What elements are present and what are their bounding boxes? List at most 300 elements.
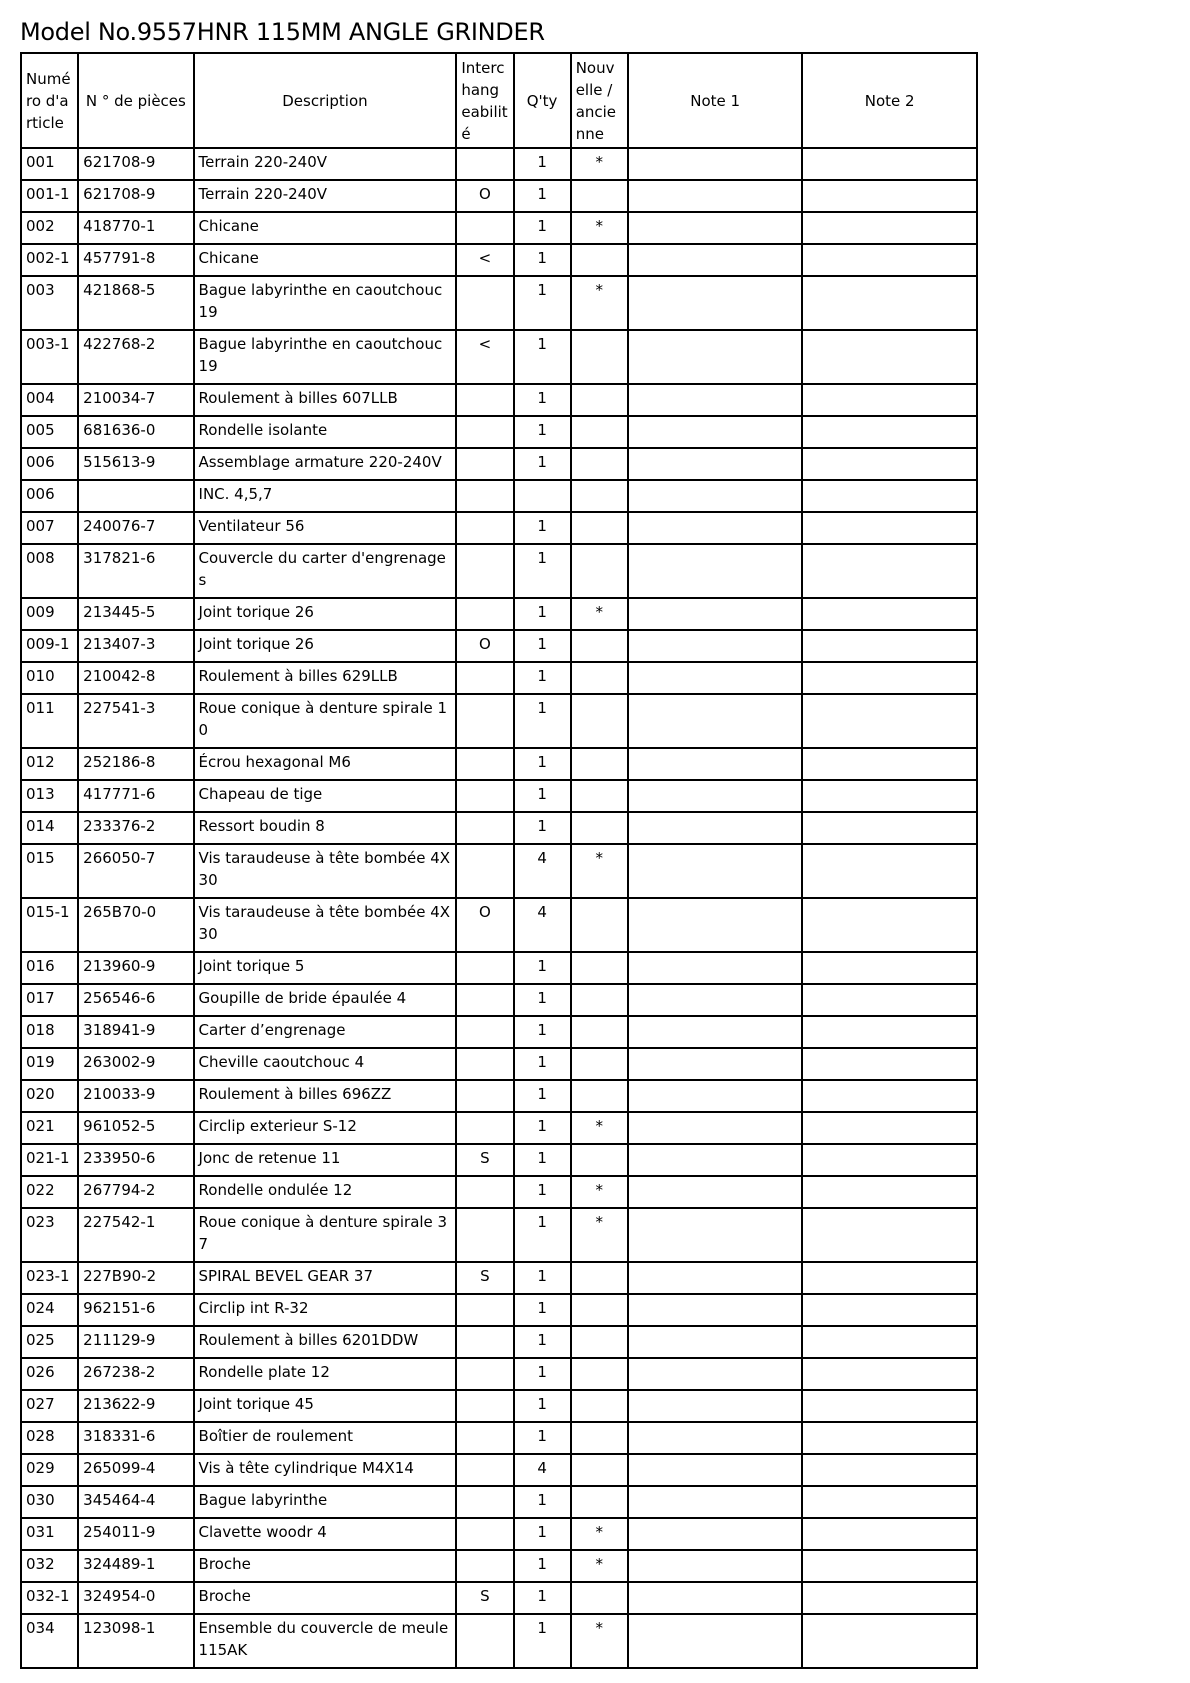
cell-description: Bague labyrinthe en caoutchouc 19 [194, 330, 457, 384]
cell-note-1 [628, 1048, 803, 1080]
cell-item-number: 032 [21, 1550, 78, 1582]
cell-interchangeability: O [456, 630, 513, 662]
cell-item-number: 029 [21, 1454, 78, 1486]
cell-new-old [571, 1080, 628, 1112]
cell-note-2 [802, 1582, 977, 1614]
cell-interchangeability [456, 780, 513, 812]
table-row [21, 694, 977, 748]
table-row [21, 544, 977, 598]
cell-item-number: 006 [21, 480, 78, 512]
table-row [21, 1486, 977, 1518]
cell-part-number: 213960-9 [78, 952, 193, 984]
cell-description: Chicane [194, 212, 457, 244]
cell-note-2 [802, 1358, 977, 1390]
header-new-old: Nouv elle / ancie nne [571, 53, 628, 148]
cell-item-number: 003-1 [21, 330, 78, 384]
cell-quantity: 1 [514, 748, 571, 780]
cell-quantity: 1 [514, 448, 571, 480]
cell-item-number: 030 [21, 1486, 78, 1518]
cell-part-number: 227B90-2 [78, 1262, 193, 1294]
cell-quantity: 1 [514, 1518, 571, 1550]
cell-quantity: 1 [514, 1582, 571, 1614]
cell-item-number: 021-1 [21, 1144, 78, 1176]
cell-note-1 [628, 544, 803, 598]
cell-description: Bague labyrinthe [194, 1486, 457, 1518]
cell-new-old: * [571, 1112, 628, 1144]
cell-note-2 [802, 1518, 977, 1550]
header-description: Description [194, 53, 457, 148]
cell-new-old [571, 630, 628, 662]
cell-new-old [571, 1144, 628, 1176]
cell-note-1 [628, 1262, 803, 1294]
cell-note-1 [628, 1326, 803, 1358]
cell-new-old [571, 1486, 628, 1518]
table-row [21, 898, 977, 952]
cell-interchangeability [456, 1358, 513, 1390]
cell-interchangeability [456, 598, 513, 630]
cell-item-number: 023 [21, 1208, 78, 1262]
cell-description: Ressort boudin 8 [194, 812, 457, 844]
cell-note-2 [802, 780, 977, 812]
cell-interchangeability [456, 212, 513, 244]
cell-note-2 [802, 480, 977, 512]
cell-item-number: 002-1 [21, 244, 78, 276]
table-row [21, 1454, 977, 1486]
cell-note-1 [628, 448, 803, 480]
table-row [21, 1016, 977, 1048]
cell-item-number: 009-1 [21, 630, 78, 662]
cell-quantity: 1 [514, 694, 571, 748]
cell-quantity: 1 [514, 1486, 571, 1518]
cell-item-number: 014 [21, 812, 78, 844]
cell-part-number: 317821-6 [78, 544, 193, 598]
cell-interchangeability [456, 952, 513, 984]
cell-note-1 [628, 1144, 803, 1176]
cell-note-2 [802, 1176, 977, 1208]
cell-interchangeability [456, 480, 513, 512]
cell-new-old [571, 180, 628, 212]
header-part-number: N ° de pièces [78, 53, 193, 148]
cell-interchangeability [456, 1326, 513, 1358]
cell-new-old [571, 812, 628, 844]
cell-quantity: 1 [514, 1390, 571, 1422]
cell-new-old [571, 1262, 628, 1294]
cell-part-number: 418770-1 [78, 212, 193, 244]
cell-note-2 [802, 898, 977, 952]
table-row [21, 1144, 977, 1176]
cell-interchangeability [456, 1016, 513, 1048]
cell-note-2 [802, 416, 977, 448]
cell-new-old [571, 984, 628, 1016]
cell-new-old [571, 416, 628, 448]
cell-note-2 [802, 1016, 977, 1048]
table-row [21, 662, 977, 694]
cell-part-number: 515613-9 [78, 448, 193, 480]
table-row [21, 1080, 977, 1112]
cell-quantity: 1 [514, 662, 571, 694]
cell-new-old [571, 1390, 628, 1422]
cell-new-old [571, 384, 628, 416]
cell-part-number: 256546-6 [78, 984, 193, 1016]
cell-item-number: 009 [21, 598, 78, 630]
cell-note-1 [628, 512, 803, 544]
table-row [21, 384, 977, 416]
table-row [21, 1390, 977, 1422]
header-item-number: Numé ro d'a rticle [21, 53, 78, 148]
cell-interchangeability [456, 1390, 513, 1422]
cell-note-2 [802, 148, 977, 180]
cell-quantity: 1 [514, 180, 571, 212]
cell-note-1 [628, 330, 803, 384]
cell-new-old: * [571, 1614, 628, 1668]
cell-quantity: 1 [514, 330, 571, 384]
cell-note-1 [628, 244, 803, 276]
table-row [21, 448, 977, 480]
cell-item-number: 005 [21, 416, 78, 448]
cell-note-1 [628, 276, 803, 330]
cell-new-old: * [571, 148, 628, 180]
cell-new-old [571, 1582, 628, 1614]
table-row [21, 1550, 977, 1582]
cell-description: Roulement à billes 629LLB [194, 662, 457, 694]
cell-note-1 [628, 1176, 803, 1208]
cell-note-1 [628, 1454, 803, 1486]
cell-interchangeability [456, 1518, 513, 1550]
cell-new-old: * [571, 1176, 628, 1208]
cell-interchangeability [456, 448, 513, 480]
table-row [21, 1112, 977, 1144]
cell-part-number: 254011-9 [78, 1518, 193, 1550]
cell-description: Couvercle du carter d'engrenage s [194, 544, 457, 598]
cell-new-old [571, 780, 628, 812]
table-row [21, 512, 977, 544]
cell-quantity: 1 [514, 512, 571, 544]
cell-item-number: 015 [21, 844, 78, 898]
cell-new-old [571, 1454, 628, 1486]
cell-note-1 [628, 748, 803, 780]
parts-table [20, 52, 978, 1669]
cell-note-1 [628, 598, 803, 630]
table-row [21, 812, 977, 844]
header-quantity: Q'ty [514, 53, 571, 148]
table-row [21, 630, 977, 662]
cell-quantity: 1 [514, 1614, 571, 1668]
cell-note-2 [802, 276, 977, 330]
cell-part-number: 961052-5 [78, 1112, 193, 1144]
cell-part-number: 210033-9 [78, 1080, 193, 1112]
cell-item-number: 027 [21, 1390, 78, 1422]
cell-part-number: 422768-2 [78, 330, 193, 384]
cell-part-number: 265099-4 [78, 1454, 193, 1486]
cell-note-1 [628, 952, 803, 984]
cell-interchangeability [456, 662, 513, 694]
header-note-1: Note 1 [628, 53, 803, 148]
cell-item-number: 032-1 [21, 1582, 78, 1614]
cell-note-2 [802, 598, 977, 630]
cell-part-number: 324489-1 [78, 1550, 193, 1582]
cell-quantity: 1 [514, 1262, 571, 1294]
cell-quantity: 1 [514, 416, 571, 448]
cell-interchangeability [456, 1048, 513, 1080]
cell-note-2 [802, 544, 977, 598]
cell-note-2 [802, 1144, 977, 1176]
cell-quantity: 1 [514, 212, 571, 244]
cell-note-1 [628, 384, 803, 416]
cell-quantity: 1 [514, 1048, 571, 1080]
cell-note-2 [802, 984, 977, 1016]
cell-part-number: 267238-2 [78, 1358, 193, 1390]
cell-note-1 [628, 1518, 803, 1550]
cell-part-number: 417771-6 [78, 780, 193, 812]
cell-note-1 [628, 1614, 803, 1668]
cell-quantity: 1 [514, 1208, 571, 1262]
cell-new-old [571, 952, 628, 984]
cell-note-1 [628, 630, 803, 662]
cell-note-1 [628, 212, 803, 244]
cell-description: Joint torique 26 [194, 598, 457, 630]
cell-part-number: 240076-7 [78, 512, 193, 544]
cell-note-2 [802, 1262, 977, 1294]
cell-item-number: 006 [21, 448, 78, 480]
cell-description: Ventilateur 56 [194, 512, 457, 544]
table-row [21, 1262, 977, 1294]
table-row [21, 1422, 977, 1454]
cell-item-number: 017 [21, 984, 78, 1016]
cell-interchangeability [456, 1080, 513, 1112]
cell-interchangeability [456, 1422, 513, 1454]
cell-note-2 [802, 1048, 977, 1080]
cell-new-old [571, 448, 628, 480]
cell-new-old [571, 480, 628, 512]
table-row [21, 148, 977, 180]
cell-note-2 [802, 1454, 977, 1486]
cell-item-number: 001-1 [21, 180, 78, 212]
cell-note-1 [628, 844, 803, 898]
cell-description: Broche [194, 1582, 457, 1614]
cell-new-old [571, 1294, 628, 1326]
cell-item-number: 012 [21, 748, 78, 780]
cell-item-number: 007 [21, 512, 78, 544]
cell-new-old: * [571, 212, 628, 244]
cell-description: Roue conique à denture spirale 1 0 [194, 694, 457, 748]
cell-new-old [571, 694, 628, 748]
cell-interchangeability [456, 694, 513, 748]
table-row [21, 984, 977, 1016]
parts-table-body [21, 148, 977, 1668]
table-row [21, 212, 977, 244]
cell-part-number: 621708-9 [78, 148, 193, 180]
cell-part-number: 324954-0 [78, 1582, 193, 1614]
cell-interchangeability [456, 984, 513, 1016]
cell-quantity [514, 480, 571, 512]
cell-quantity: 1 [514, 984, 571, 1016]
cell-note-2 [802, 748, 977, 780]
cell-new-old [571, 748, 628, 780]
cell-description: Joint torique 26 [194, 630, 457, 662]
cell-description: Assemblage armature 220-240V [194, 448, 457, 480]
cell-description: Vis taraudeuse à tête bombée 4X 30 [194, 898, 457, 952]
cell-part-number: 252186-8 [78, 748, 193, 780]
cell-interchangeability [456, 512, 513, 544]
cell-interchangeability [456, 276, 513, 330]
cell-note-2 [802, 844, 977, 898]
table-row [21, 780, 977, 812]
cell-interchangeability: < [456, 244, 513, 276]
cell-new-old: * [571, 1550, 628, 1582]
table-row [21, 1176, 977, 1208]
cell-quantity: 4 [514, 898, 571, 952]
header-interchangeability: Interc hang eabilit é [456, 53, 513, 148]
cell-interchangeability [456, 748, 513, 780]
cell-quantity: 4 [514, 844, 571, 898]
cell-interchangeability [456, 384, 513, 416]
cell-note-1 [628, 148, 803, 180]
cell-quantity: 4 [514, 1454, 571, 1486]
table-row [21, 416, 977, 448]
cell-description: Broche [194, 1550, 457, 1582]
cell-description: Cheville caoutchouc 4 [194, 1048, 457, 1080]
cell-part-number: 265B70-0 [78, 898, 193, 952]
cell-new-old [571, 544, 628, 598]
cell-quantity: 1 [514, 276, 571, 330]
cell-new-old [571, 898, 628, 952]
cell-description: Terrain 220-240V [194, 148, 457, 180]
cell-quantity: 1 [514, 1422, 571, 1454]
cell-note-1 [628, 694, 803, 748]
cell-note-1 [628, 1294, 803, 1326]
cell-part-number: 227542-1 [78, 1208, 193, 1262]
cell-note-2 [802, 1390, 977, 1422]
cell-item-number: 010 [21, 662, 78, 694]
cell-note-1 [628, 780, 803, 812]
cell-item-number: 002 [21, 212, 78, 244]
cell-item-number: 016 [21, 952, 78, 984]
cell-part-number: 227541-3 [78, 694, 193, 748]
cell-description: Joint torique 5 [194, 952, 457, 984]
cell-part-number: 681636-0 [78, 416, 193, 448]
cell-item-number: 024 [21, 1294, 78, 1326]
cell-note-2 [802, 694, 977, 748]
table-row [21, 330, 977, 384]
cell-quantity: 1 [514, 630, 571, 662]
cell-interchangeability [456, 1294, 513, 1326]
cell-new-old: * [571, 276, 628, 330]
cell-part-number: 421868-5 [78, 276, 193, 330]
cell-quantity: 1 [514, 1112, 571, 1144]
cell-description: Rondelle ondulée 12 [194, 1176, 457, 1208]
cell-note-1 [628, 1016, 803, 1048]
cell-note-2 [802, 330, 977, 384]
table-row [21, 1614, 977, 1668]
cell-part-number: 213407-3 [78, 630, 193, 662]
cell-interchangeability: S [456, 1262, 513, 1294]
cell-interchangeability [456, 544, 513, 598]
cell-quantity: 1 [514, 544, 571, 598]
cell-item-number: 004 [21, 384, 78, 416]
cell-new-old: * [571, 1518, 628, 1550]
table-header-row [21, 53, 977, 148]
cell-description: Joint torique 45 [194, 1390, 457, 1422]
cell-note-2 [802, 384, 977, 416]
cell-interchangeability [456, 844, 513, 898]
cell-note-1 [628, 480, 803, 512]
cell-quantity: 1 [514, 1358, 571, 1390]
cell-description: Roulement à billes 6201DDW [194, 1326, 457, 1358]
cell-note-2 [802, 1294, 977, 1326]
cell-description: Roulement à billes 696ZZ [194, 1080, 457, 1112]
cell-part-number [78, 480, 193, 512]
cell-note-1 [628, 1582, 803, 1614]
cell-item-number: 018 [21, 1016, 78, 1048]
cell-quantity: 1 [514, 1176, 571, 1208]
cell-new-old [571, 244, 628, 276]
cell-note-2 [802, 1326, 977, 1358]
cell-quantity: 1 [514, 780, 571, 812]
cell-note-1 [628, 1390, 803, 1422]
cell-description: Ensemble du couvercle de meule 115AK [194, 1614, 457, 1668]
cell-part-number: 213622-9 [78, 1390, 193, 1422]
cell-interchangeability: S [456, 1582, 513, 1614]
table-row [21, 244, 977, 276]
cell-item-number: 019 [21, 1048, 78, 1080]
cell-new-old [571, 1048, 628, 1080]
cell-note-1 [628, 1550, 803, 1582]
cell-item-number: 021 [21, 1112, 78, 1144]
cell-note-1 [628, 898, 803, 952]
cell-interchangeability [456, 1112, 513, 1144]
cell-item-number: 003 [21, 276, 78, 330]
table-row [21, 1326, 977, 1358]
cell-interchangeability: S [456, 1144, 513, 1176]
table-row [21, 844, 977, 898]
cell-new-old: * [571, 1208, 628, 1262]
cell-part-number: 266050-7 [78, 844, 193, 898]
cell-quantity: 1 [514, 1080, 571, 1112]
cell-item-number: 026 [21, 1358, 78, 1390]
cell-interchangeability [456, 1208, 513, 1262]
table-row [21, 598, 977, 630]
cell-description: Roue conique à denture spirale 3 7 [194, 1208, 457, 1262]
cell-note-1 [628, 1422, 803, 1454]
cell-description: Bague labyrinthe en caoutchouc 19 [194, 276, 457, 330]
cell-interchangeability: < [456, 330, 513, 384]
cell-description: Boîtier de roulement [194, 1422, 457, 1454]
cell-note-2 [802, 1486, 977, 1518]
cell-note-2 [802, 212, 977, 244]
cell-item-number: 034 [21, 1614, 78, 1668]
cell-part-number: 267794-2 [78, 1176, 193, 1208]
table-row [21, 748, 977, 780]
cell-item-number: 028 [21, 1422, 78, 1454]
cell-part-number: 263002-9 [78, 1048, 193, 1080]
cell-description: INC. 4,5,7 [194, 480, 457, 512]
cell-interchangeability: O [456, 180, 513, 212]
cell-note-1 [628, 416, 803, 448]
cell-note-2 [802, 662, 977, 694]
cell-description: Goupille de bride épaulée 4 [194, 984, 457, 1016]
page-title: Model No.9557HNR 115MM ANGLE GRINDER [20, 18, 545, 46]
cell-note-2 [802, 448, 977, 480]
cell-description: Chapeau de tige [194, 780, 457, 812]
cell-part-number: 123098-1 [78, 1614, 193, 1668]
cell-description: Vis à tête cylindrique M4X14 [194, 1454, 457, 1486]
cell-description: Carter d’engrenage [194, 1016, 457, 1048]
cell-interchangeability [456, 1176, 513, 1208]
cell-quantity: 1 [514, 384, 571, 416]
cell-interchangeability [456, 1550, 513, 1582]
cell-part-number: 211129-9 [78, 1326, 193, 1358]
cell-new-old: * [571, 598, 628, 630]
